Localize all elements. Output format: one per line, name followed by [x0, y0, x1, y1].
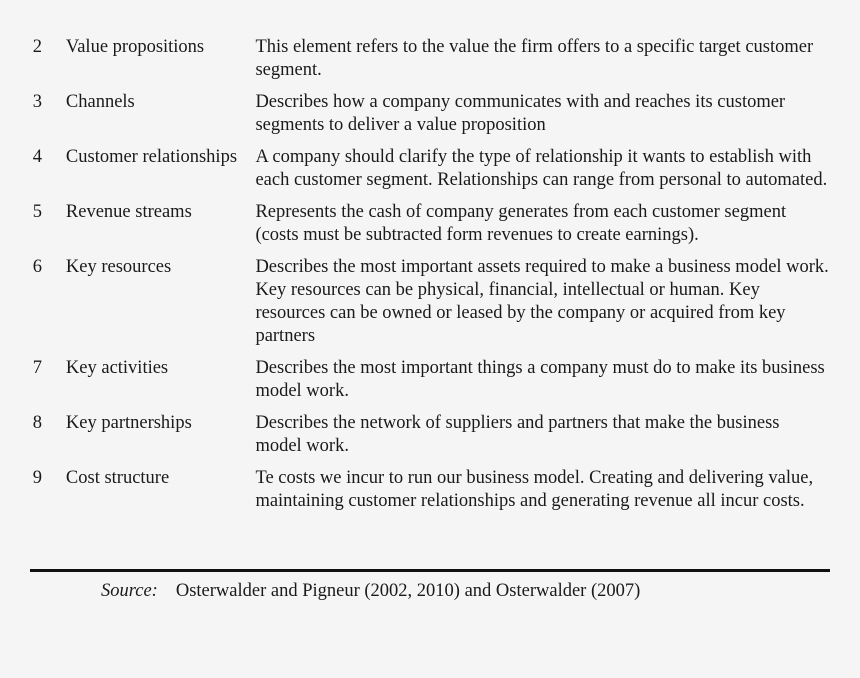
row-number: 2: [32, 37, 42, 57]
table-row: [30, 146, 830, 192]
row-number: 3: [32, 92, 42, 112]
row-term: Cost structure: [65, 468, 170, 488]
row-description: Te costs we incur to run our business model. Creating and delivering value, maintaining customer relationships and generating revenue all incur costs.: [255, 468, 814, 511]
source-label: Source:: [101, 581, 158, 601]
source-note: [101, 580, 640, 603]
table-bottom-rule: [30, 569, 830, 572]
row-description: A company should clarify the type of relationship it wants to establish with each customer segment. Relationships can range from personal to automated.: [255, 147, 828, 190]
row-term: Revenue streams: [65, 202, 192, 222]
row-number: 9: [32, 468, 42, 488]
row-number: 6: [32, 257, 42, 277]
row-number: 8: [32, 413, 42, 433]
table-row: [30, 467, 830, 513]
row-term: Key activities: [65, 358, 169, 378]
table-row: [30, 357, 830, 403]
row-term: Key resources: [65, 257, 172, 277]
row-number: 5: [32, 202, 42, 222]
row-term: Channels: [65, 92, 135, 112]
table-row: [30, 412, 830, 458]
table-row: [30, 91, 830, 137]
row-number: 7: [32, 358, 42, 378]
table-row: [30, 256, 830, 348]
row-term: Customer relationships: [65, 147, 238, 167]
row-description: Describes the network of suppliers and partners that make the business model work.: [255, 413, 780, 456]
business-model-table: [30, 36, 830, 522]
row-term: Key partnerships: [65, 413, 192, 433]
row-description: This element refers to the value the firm offers to a specific target customer segment.: [255, 37, 814, 80]
source-text: Osterwalder and Pigneur (2002, 2010) and Osterwalder (2007): [175, 581, 641, 601]
row-term: Value propositions: [65, 37, 205, 57]
row-description: Describes the most important things a company must do to make its business model work.: [255, 358, 825, 401]
table-row: [30, 36, 830, 82]
table-row: [30, 201, 830, 247]
row-number: 4: [32, 147, 42, 167]
row-description: Describes the most important assets required to make a business model work. Key resources can be physical, financial, intellectual or human. Key resources can be owned or leased by the company or acquired from key partners: [255, 257, 829, 346]
row-description: Represents the cash of company generates from each customer segment (costs must be subtracted form revenues to create earnings).: [255, 202, 787, 245]
row-description: Describes how a company communicates with and reaches its customer segments to deliver a value proposition: [255, 92, 786, 135]
